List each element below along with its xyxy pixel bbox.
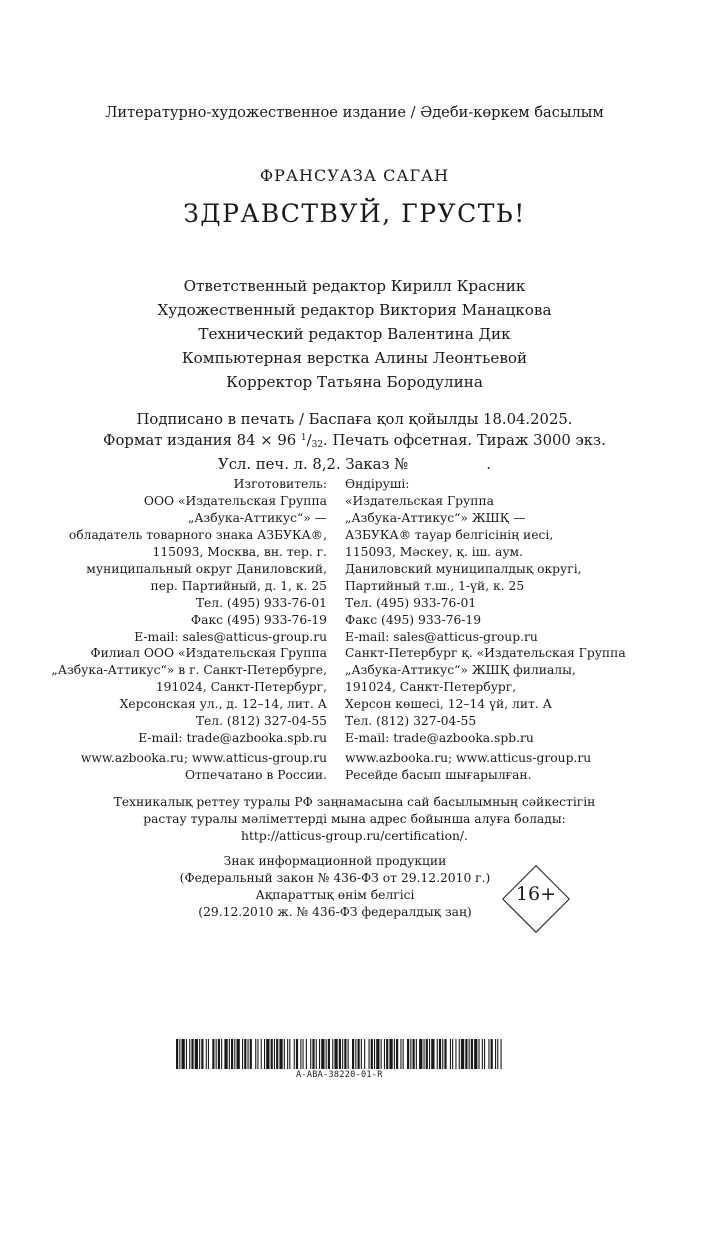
barcode-bar xyxy=(242,1039,243,1069)
barcode-bar xyxy=(461,1039,464,1069)
barcode-bar xyxy=(179,1039,180,1069)
certification-note: Техникалық реттеу туралы РФ заңнамасына сай басылымның сәйкестігін растау туралы мәліметтерді мына адрес бойынша алуға болады: http://atticus-group.ru/certification/. xyxy=(113,795,596,843)
website-links: www.azbooka.ru; www.atticus-group.ru xyxy=(345,751,592,765)
barcode-bar xyxy=(482,1039,483,1069)
editor-line: Ответственный редактор Кирилл Красник xyxy=(183,277,526,295)
barcode-bar xyxy=(186,1039,187,1069)
barcode-bar xyxy=(369,1039,370,1069)
barcode-bar xyxy=(234,1039,235,1069)
printed-in: Ресейде басып шығарылған. xyxy=(345,768,532,782)
barcode-bar xyxy=(384,1039,385,1069)
barcode-bar xyxy=(326,1039,327,1069)
barcode-bar xyxy=(271,1039,273,1069)
info-product-sign: Знак информационной продукции (Федеральный закон № 436-ФЗ от 29.12.2010 г.) Ақпараттық өнім белгісі (29.12.2010 ж. № 436-ФЗ федералдық заң) xyxy=(179,854,491,919)
barcode-bar xyxy=(300,1039,301,1069)
barcode-bar xyxy=(310,1039,311,1069)
barcode-bar xyxy=(358,1039,360,1069)
barcode-bar xyxy=(287,1039,288,1069)
barcode-bar xyxy=(403,1039,404,1069)
barcode-bar xyxy=(352,1039,354,1069)
barcode-bar xyxy=(206,1039,207,1069)
barcode-bar xyxy=(244,1039,246,1069)
barcode-bar xyxy=(429,1039,430,1069)
signed-date: Подписано в печать / Баспаға қол қойылды 18.04.2025. xyxy=(136,411,573,428)
editors-list xyxy=(0,274,709,394)
barcode-bar xyxy=(342,1039,343,1069)
barcode-bar xyxy=(231,1039,233,1069)
barcode-bar xyxy=(431,1039,434,1069)
barcode-bar xyxy=(501,1039,502,1069)
barcode-bar xyxy=(264,1039,265,1069)
barcode-bar xyxy=(400,1039,401,1069)
barcode-bar xyxy=(332,1039,333,1069)
barcode-bar xyxy=(294,1039,295,1069)
barcode-icon xyxy=(176,1039,504,1069)
barcode-bar xyxy=(289,1039,290,1069)
barcode-bar xyxy=(437,1039,438,1069)
barcode-bar xyxy=(312,1039,314,1069)
barcode-bar xyxy=(416,1039,417,1069)
barcode-bar xyxy=(321,1039,324,1069)
barcode-bar xyxy=(355,1039,356,1069)
barcode-bar xyxy=(442,1039,443,1069)
barcode-bar xyxy=(296,1039,298,1069)
editor-line: Художественный редактор Виктория Манацкова xyxy=(157,301,552,319)
barcode-bar xyxy=(344,1039,346,1069)
barcode-bar xyxy=(361,1039,362,1069)
book-title: ЗДРАВСТВУЙ, ГРУСТЬ! xyxy=(183,199,526,228)
barcode-bar xyxy=(381,1039,382,1069)
barcode-bar xyxy=(364,1039,365,1069)
barcode-bar xyxy=(386,1039,388,1069)
manufacturer-ru: Изготовитель: ООО «Издательская Группа „Азбука-Аттикус“» — обладатель товарного знака АЗБУКА®, 115093, Москва, вн. тер. г. муниципальный округ Даниловский, пер. Партийный, д. 1, к. 25 Тел. (495) 933-76-01 Факс (495) 933-76-19 E-mail: sales@atticus-group.ru xyxy=(68,477,327,644)
print-info xyxy=(0,410,709,474)
barcode-bar xyxy=(237,1039,240,1069)
barcode-bar xyxy=(216,1039,217,1069)
barcode-bar xyxy=(250,1039,252,1069)
barcode-bar xyxy=(396,1039,398,1069)
barcode-bar xyxy=(410,1039,411,1069)
barcode-bar xyxy=(419,1039,422,1069)
author-name: ФРАНСУАЗА САГАН xyxy=(259,166,450,185)
barcode-bar xyxy=(189,1039,190,1069)
barcode-bar xyxy=(224,1039,227,1069)
barcode-bar xyxy=(426,1039,428,1069)
barcode-bar xyxy=(255,1039,256,1069)
barcode-label: A-ABA-38220-01-R xyxy=(296,1070,383,1080)
barcode-bar xyxy=(276,1039,278,1069)
barcode-bar xyxy=(303,1039,304,1069)
barcode-bar xyxy=(439,1039,441,1069)
barcode-bar xyxy=(328,1039,330,1069)
barcode-bar xyxy=(339,1039,341,1069)
barcode-bar xyxy=(376,1039,379,1069)
barcode-bar xyxy=(221,1039,222,1069)
barcode-bar xyxy=(413,1039,415,1069)
barcode-bar xyxy=(469,1039,470,1069)
manufacturer-kz: Өндіруші: «Издательская Группа „Азбука-Аттикус“» ЖШҚ — АЗБУКА® тауар белгісінің иесі, 115093, Мәскеу, қ. іш. аум. Даниловский муниципалдық округі, Партийный т.ш., 1-үй, к. 25 Тел. (495) 933-76-01 Факс (495) 933-76-19 E-mail: sales@atticus-group.ru xyxy=(345,477,582,644)
barcode-bar xyxy=(195,1039,198,1069)
barcode-bar xyxy=(452,1039,453,1069)
barcode-bar xyxy=(316,1039,317,1069)
barcode-bar xyxy=(212,1039,214,1069)
barcode-bar xyxy=(266,1039,269,1069)
barcode-bar xyxy=(201,1039,203,1069)
format-line: Формат издания 84 × 96 $^1/_{32}$. Печать офсетная. Тираж 3000 экз. xyxy=(103,432,606,450)
barcode-bar xyxy=(284,1039,285,1069)
barcode-bar xyxy=(459,1039,460,1069)
sheets-line: Усл. печ. л. 8,2. Заказ № . xyxy=(218,456,491,473)
branch-ru: Филиал ООО «Издательская Группа „Азбука-Аттикус“» в г. Санкт-Петербурге, 191024, Санкт-Петербург, Херсонская ул., д. 12–14, лит. А Тел. (812) 327-04-55 E-mail: trade@azbooka.spb.ru xyxy=(51,646,327,745)
barcode-bar xyxy=(465,1039,467,1069)
barcode-bar xyxy=(229,1039,230,1069)
web-ru xyxy=(81,750,327,784)
printed-in: Отпечатано в России. xyxy=(184,768,327,782)
age-rating: 16+ xyxy=(515,883,557,905)
barcode-bar xyxy=(455,1039,456,1069)
website-links: www.azbooka.ru; www.atticus-group.ru xyxy=(80,751,327,765)
barcode-bar xyxy=(497,1039,498,1069)
barcode-bar xyxy=(257,1039,258,1069)
barcode-bar xyxy=(424,1039,425,1069)
editor-line: Компьютерная верстка Алины Леонтьевой xyxy=(181,349,528,367)
editor-line: Технический редактор Валентина Дик xyxy=(198,325,511,343)
barcode-bar xyxy=(274,1039,275,1069)
barcode-bar xyxy=(279,1039,282,1069)
barcode-bar xyxy=(261,1039,262,1069)
barcode-bar xyxy=(444,1039,446,1069)
branch-kz: Санкт-Петербург қ. «Издательская Группа „Азбука-Аттикус“» ЖШҚ филиалы, 191024, Санкт-Петербург, Херсон көшесі, 12–14 үй, лит. А Тел. (812) 327-04-55 E-mail: trade@azbooka.spb.ru xyxy=(345,646,626,745)
barcode-bar xyxy=(371,1039,373,1069)
barcode-bar xyxy=(394,1039,395,1069)
barcode-bar xyxy=(334,1039,337,1069)
barcode-bar xyxy=(479,1039,480,1069)
barcode-bar xyxy=(389,1039,392,1069)
barcode-bar xyxy=(488,1039,489,1069)
barcode-bar xyxy=(218,1039,220,1069)
barcode-bar xyxy=(495,1039,496,1069)
barcode-bar xyxy=(407,1039,409,1069)
barcode-bar xyxy=(182,1039,185,1069)
barcode-bar xyxy=(484,1039,485,1069)
barcode-bar xyxy=(471,1039,473,1069)
barcode-bar xyxy=(348,1039,349,1069)
barcode-bar xyxy=(208,1039,209,1069)
barcode-bar xyxy=(248,1039,249,1069)
editor-line: Корректор Татьяна Бородулина xyxy=(226,373,483,391)
barcode-bar xyxy=(474,1039,477,1069)
barcode-bar xyxy=(450,1039,451,1069)
barcode-bar xyxy=(491,1039,493,1069)
edition-type: Литературно-художественное издание / Әдеби-көркем басылым xyxy=(105,104,604,121)
barcode-bar xyxy=(319,1039,320,1069)
barcode-bar xyxy=(176,1039,178,1069)
barcode-bar xyxy=(199,1039,200,1069)
barcode-bar xyxy=(306,1039,307,1069)
web-kz xyxy=(345,750,591,784)
barcode-bar xyxy=(191,1039,193,1069)
barcode-bar xyxy=(374,1039,375,1069)
